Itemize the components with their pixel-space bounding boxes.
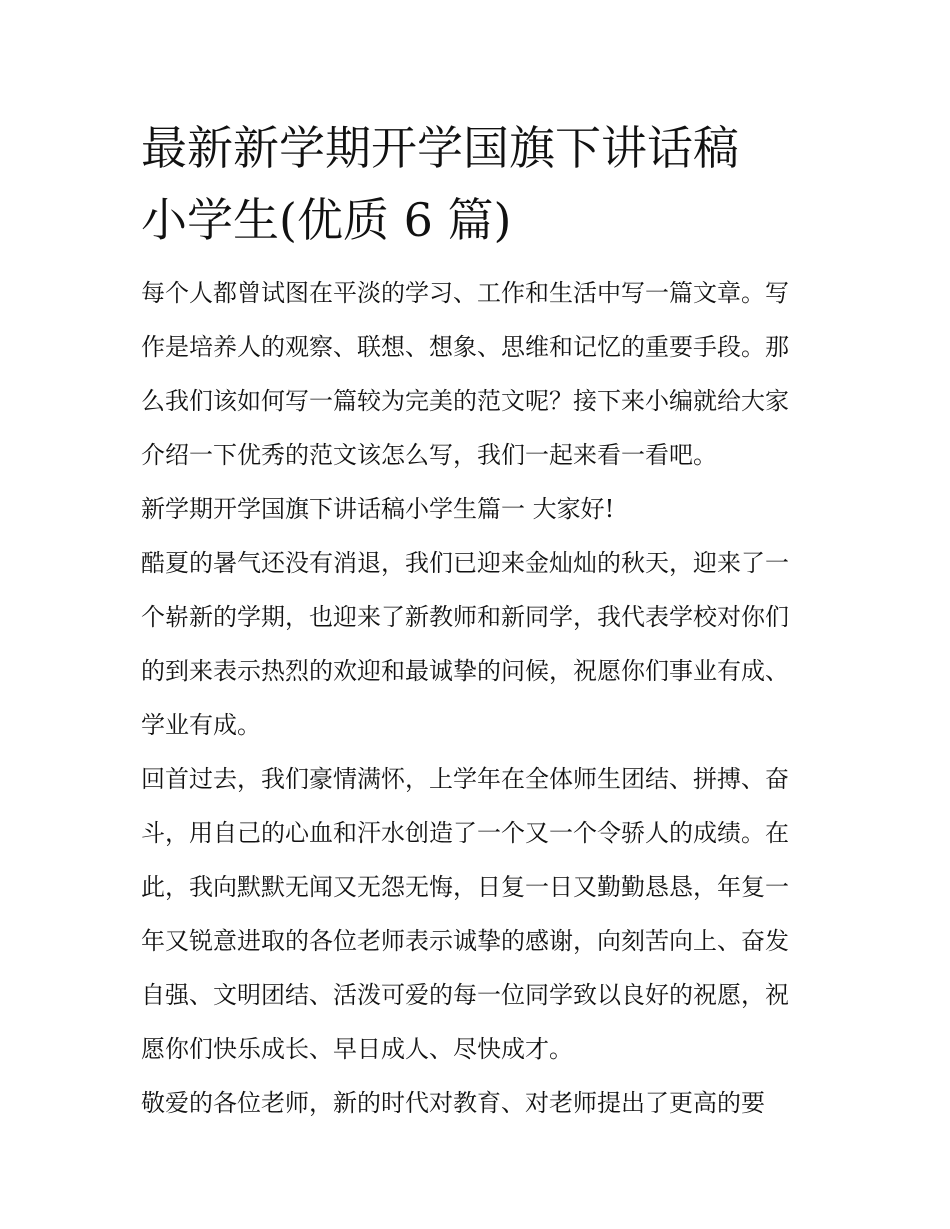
- text-line: 个崭新的学期，也迎来了新教师和新同学，我代表学校对你们: [141, 603, 789, 631]
- text-line: 作是培养人的观察、联想、想象、思维和记忆的重要手段。那: [141, 333, 789, 361]
- text-line: 介绍一下优秀的范文该怎么写，我们一起来看一看吧。: [141, 441, 717, 469]
- document-title: [141, 112, 813, 256]
- title-line: 最新新学期开学国旗下讲话稿: [141, 121, 739, 175]
- text-line: 此，我向默默无闻又无怨无悔，日复一日又勤勤恳恳，年复一: [141, 873, 789, 901]
- text-line: 自强、文明团结、活泼可爱的每一位同学致以良好的祝愿，祝: [141, 981, 789, 1009]
- text-line: 的到来表示热烈的欢迎和最诚挚的问候，祝愿你们事业有成、: [141, 657, 789, 685]
- text-line: 酷夏的暑气还没有消退，我们已迎来金灿灿的秋天，迎来了一: [141, 549, 789, 577]
- text-line: 么我们该如何写一篇较为完美的范文呢？接下来小编就给大家: [141, 387, 789, 415]
- body-paragraph: [141, 752, 813, 1076]
- text-line: 愿你们快乐成长、早日成人、尽快成才。: [141, 1035, 573, 1063]
- title-line: 小学生(优质 6 篇): [141, 193, 512, 247]
- body-paragraph: [141, 536, 813, 752]
- text-line: 年又锐意进取的各位老师表示诚挚的感谢，向刻苦向上、奋发: [141, 927, 789, 955]
- document-body: [141, 112, 813, 1130]
- text-line: 每个人都曾试图在平淡的学习、工作和生活中写一篇文章。写: [141, 279, 789, 307]
- text-line: 新学期开学国旗下讲话稿小学生篇一 大家好!: [141, 495, 615, 523]
- section-heading-paragraph: [141, 482, 813, 536]
- text-line: 回首过去，我们豪情满怀，上学年在全体师生团结、拼搏、奋: [141, 765, 789, 793]
- text-line: 斗，用自己的心血和汗水创造了一个又一个令骄人的成绩。在: [141, 819, 789, 847]
- text-line: 敬爱的各位老师，新的时代对教育、对老师提出了更高的要: [141, 1089, 765, 1117]
- intro-paragraph: [141, 266, 813, 482]
- text-line: 学业有成。: [141, 711, 261, 739]
- body-paragraph: [141, 1076, 813, 1130]
